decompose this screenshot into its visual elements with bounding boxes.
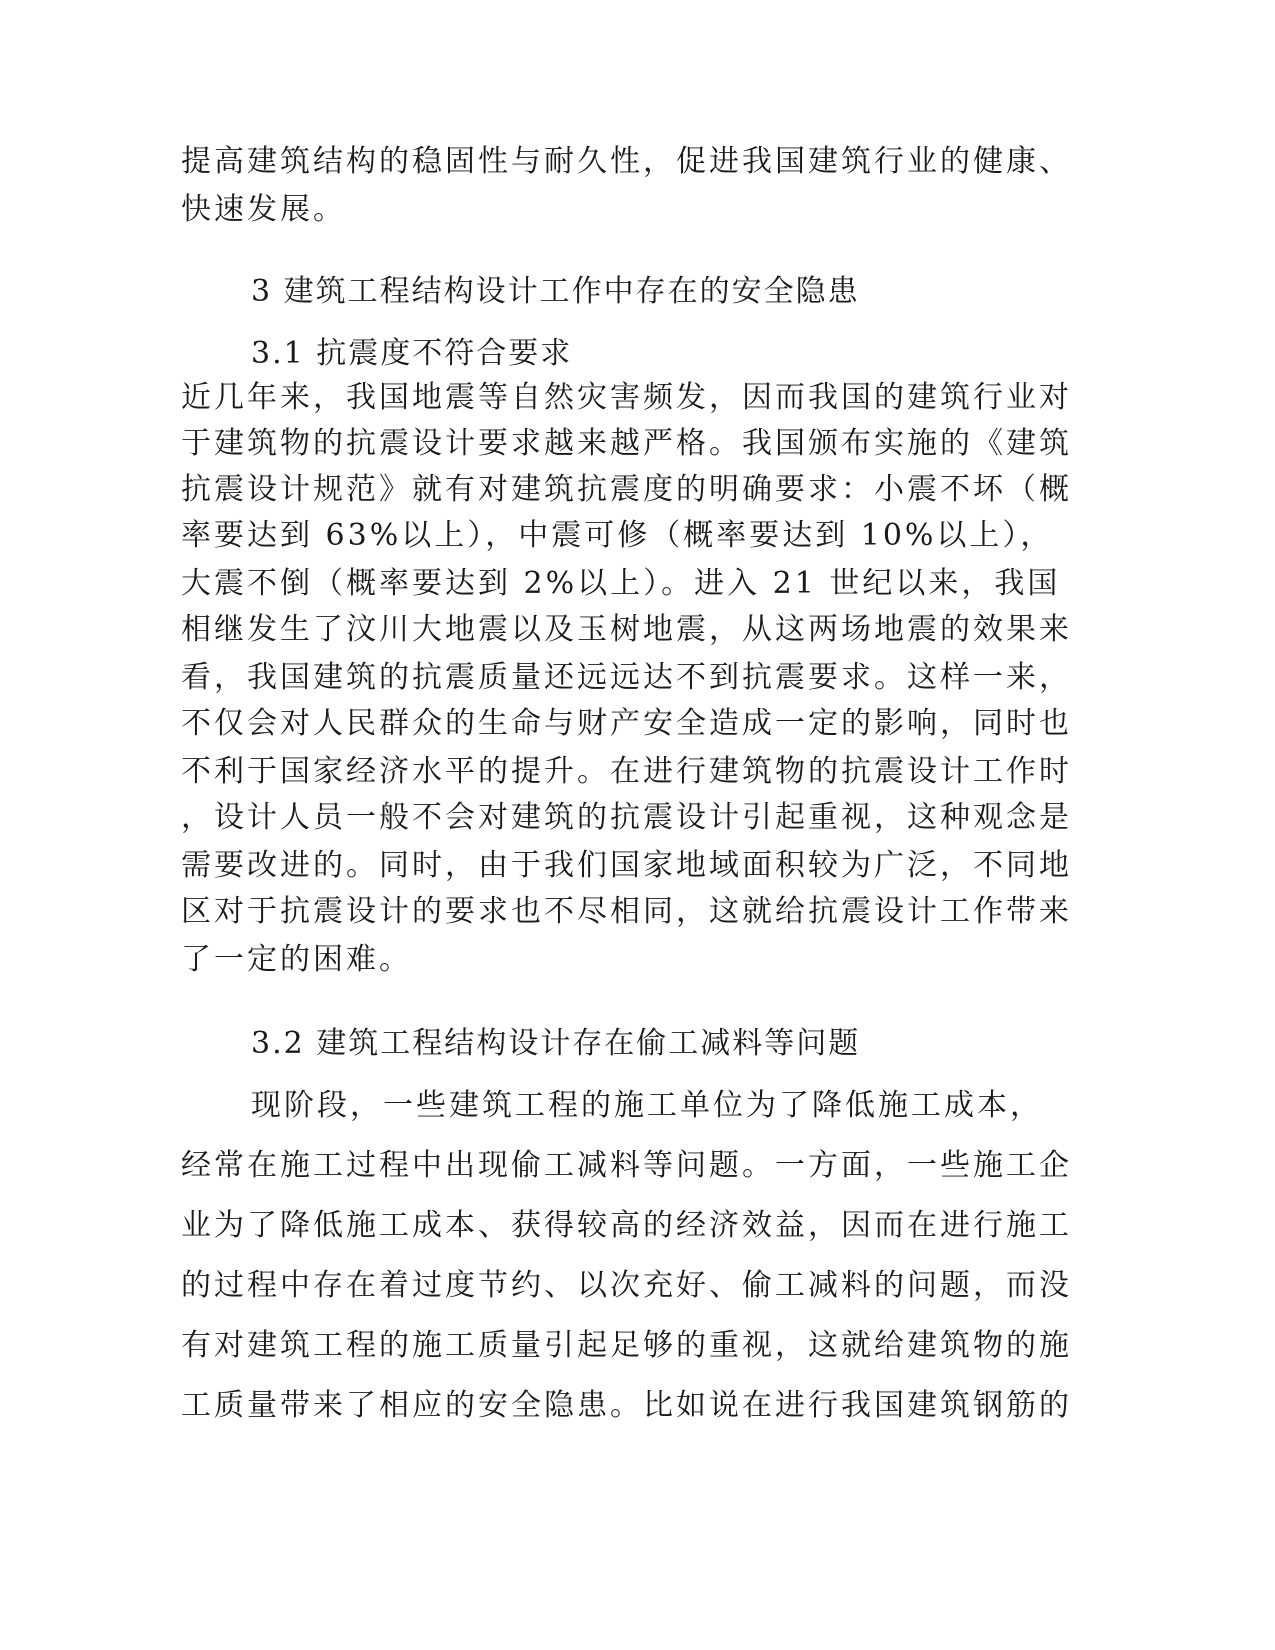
section-3-1-heading: 3.1 抗震度不符合要求 xyxy=(251,336,573,371)
section-3-1-line-7: 看，我国建筑的抗震质量还远远达不到抗震要求。这样一来， xyxy=(181,660,1072,695)
section-3-1-line-9: 不利于国家经济水平的提升。在进行建筑物的抗震设计工作时 xyxy=(181,754,1072,789)
section-3-2-line-1: 现阶段，一些建筑工程的施工单位为了降低施工成本， xyxy=(251,1088,1043,1123)
section-3-2-line-4: 的过程中存在着过度节约、以次充好、偷工减料的问题，而没 xyxy=(181,1268,1072,1303)
section-3-2-line-6: 工质量带来了相应的安全隐患。比如说在进行我国建筑钢筋的 xyxy=(181,1388,1072,1423)
section-3-2-line-3: 业为了降低施工成本、获得较高的经济效益，因而在进行施工 xyxy=(181,1208,1072,1243)
section-3-heading: 3 建筑工程结构设计工作中存在的安全隐患 xyxy=(251,274,860,309)
section-3-2-line-5: 有对建筑工程的施工质量引起足够的重视，这就给建筑物的施 xyxy=(181,1328,1072,1363)
section-3-1-line-8: 不仅会对人民群众的生命与财产安全造成一定的影响，同时也 xyxy=(181,706,1072,741)
section-3-1-line-3: 抗震设计规范》就有对建筑抗震度的明确要求：小震不坏（概 xyxy=(181,472,1072,507)
intro-line-1: 提高建筑结构的稳固性与耐久性，促进我国建筑行业的健康、 xyxy=(181,144,1072,179)
section-3-1-line-5: 大震不倒（概率要达到 2%以上）。进入 21 世纪以来，我国 xyxy=(181,566,1061,601)
section-3-1-line-11: 需要改进的。同时，由于我们国家地域面积较为广泛，不同地 xyxy=(181,848,1072,883)
section-3-1-line-1: 近几年来，我国地震等自然灾害频发，因而我国的建筑行业对 xyxy=(181,380,1072,415)
section-3-1-line-6: 相继发生了汶川大地震以及玉树地震，从这两场地震的效果来 xyxy=(181,612,1072,647)
section-3-1-line-2: 于建筑物的抗震设计要求越来越严格。我国颁布实施的《建筑 xyxy=(181,426,1072,461)
intro-line-2: 快速发展。 xyxy=(181,192,346,227)
section-3-1-line-12: 区对于抗震设计的要求也不尽相同，这就给抗震设计工作带来 xyxy=(181,894,1072,929)
section-3-2-line-2: 经常在施工过程中出现偷工减料等问题。一方面，一些施工企 xyxy=(181,1148,1072,1183)
section-3-1-line-13: 了一定的困难。 xyxy=(181,942,412,977)
section-3-2-heading: 3.2 建筑工程结构设计存在偷工减料等问题 xyxy=(251,1026,861,1061)
section-3-1-line-4: 率要达到 63%以上），中震可修（概率要达到 10%以上）， xyxy=(181,518,1054,553)
section-3-1-line-10: ，设计人员一般不会对建筑的抗震设计引起重视，这种观念是 xyxy=(181,800,1072,835)
